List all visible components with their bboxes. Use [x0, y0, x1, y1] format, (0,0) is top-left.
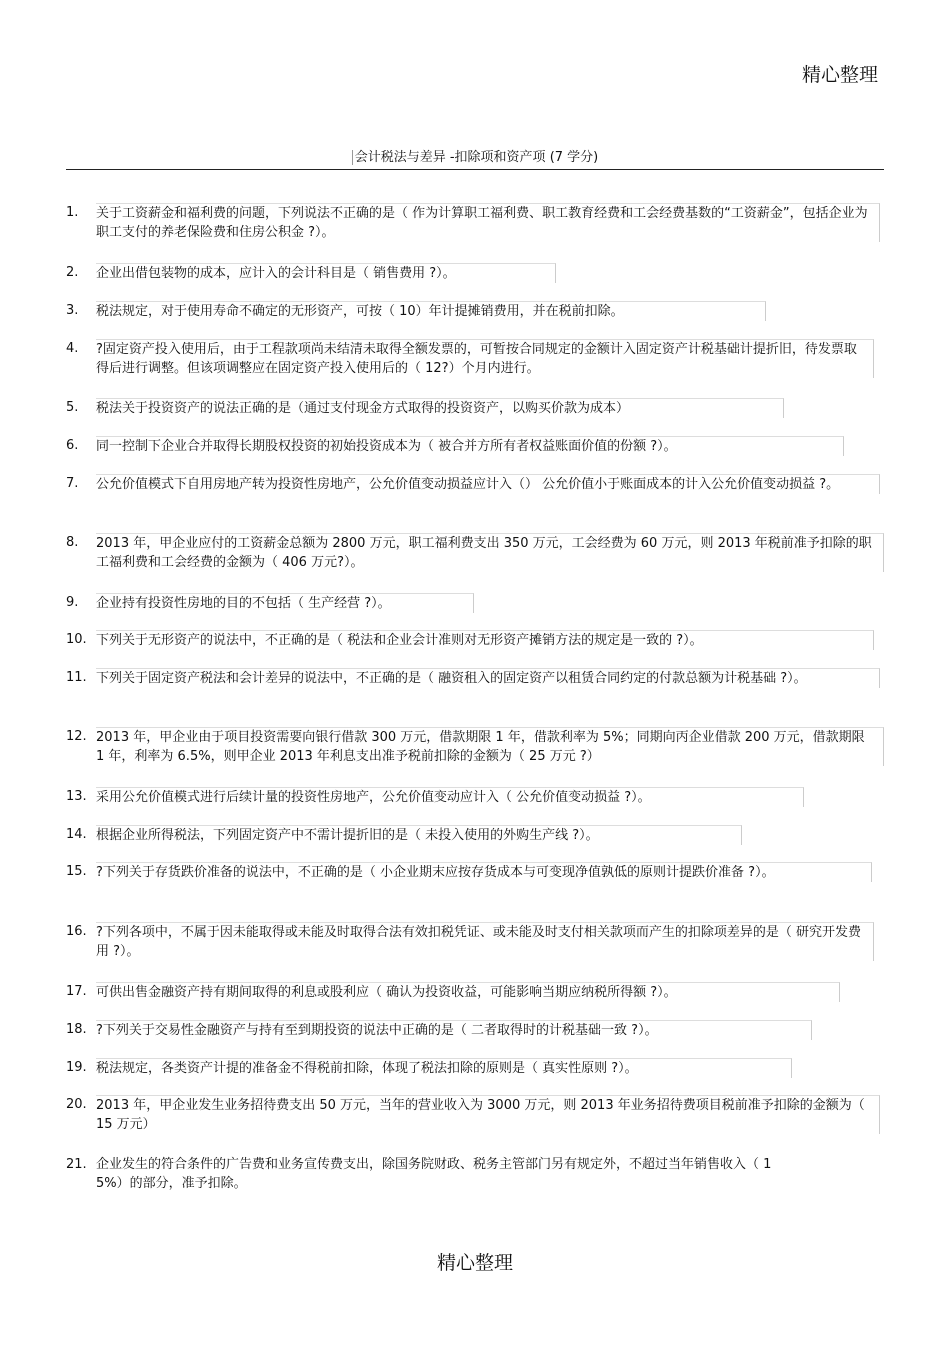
question-number: 12.: [66, 729, 87, 744]
question-number: 14.: [66, 827, 87, 842]
question-number: 2.: [66, 265, 79, 280]
question-number: 11.: [66, 670, 87, 685]
question-text: 同一控制下企业合并取得长期股权投资的初始投资成本为（ 被合并方所有者权益账面价值的份额 ?）。: [96, 436, 844, 456]
question-text: 下列关于固定资产税法和会计差异的说法中，不正确的是（ 融资租入的固定资产以租赁合同约定的付款总额为计税基础 ?）。: [96, 668, 880, 688]
page-title-text: 会计税法与差异 -扣除项和资产项 (7 学分): [352, 150, 599, 165]
question-text: ?下列各项中，不属于因未能取得或未能及时取得合法有效扣税凭证、或未能及时支付相关款项而产生的扣除项差异的是（ 研究开发费用 ?）。: [96, 922, 874, 961]
question-number: 19.: [66, 1060, 87, 1075]
question-text: 企业出借包装物的成本，应计入的会计科目是（ 销售费用 ?）。: [96, 263, 556, 283]
question-text: ?固定资产投入使用后，由于工程款项尚未结清未取得全额发票的，可暂按合同规定的金额计入固定资产计税基础计提折旧，待发票取得后进行调整。但该项调整应在固定资产投入使用后的（ 12?）个月内进行。: [96, 339, 874, 378]
question-text: 关于工资薪金和福利费的问题，下列说法不正确的是（ 作为计算职工福利费、职工教育经费和工会经费基数的“工资薪金”，包括企业为职工支付的养老保险费和住房公积金 ?）。: [96, 203, 880, 242]
question-number: 8.: [66, 535, 79, 550]
question-text: 采用公允价值模式进行后续计量的投资性房地产，公允价值变动应计入（ 公允价值变动损益 ?）。: [96, 787, 804, 807]
question-number: 6.: [66, 438, 79, 453]
question-text: 企业持有投资性房地的目的不包括（ 生产经营 ?）。: [96, 593, 474, 613]
question-number: 20.: [66, 1097, 87, 1112]
footer-tag: 精心整理: [436, 1252, 513, 1274]
question-text: 下列关于无形资产的说法中，不正确的是（ 税法和企业会计准则对无形资产摊销方法的规定是一致的 ?）。: [96, 630, 874, 650]
question-number: 21.: [66, 1157, 87, 1172]
question-number: 17.: [66, 984, 87, 999]
question-number: 18.: [66, 1022, 87, 1037]
question-number: 5.: [66, 400, 79, 415]
question-text: 可供出售金融资产持有期间取得的利息或股利应（ 确认为投资收益，可能影响当期应纳税所得额 ?）。: [96, 982, 840, 1002]
question-number: 9.: [66, 595, 79, 610]
question-number: 7.: [66, 476, 79, 491]
question-number: 4.: [66, 341, 79, 356]
question-number: 16.: [66, 924, 87, 939]
question-number: 10.: [66, 632, 87, 647]
question-number: 13.: [66, 789, 87, 804]
question-text: ?下列关于交易性金融资产与持有至到期投资的说法中正确的是（ 二者取得时的计税基础一致 ?）。: [96, 1020, 812, 1040]
question-text: 税法规定，各类资产计提的准备金不得税前扣除，体现了税法扣除的原则是（ 真实性原则 ?）。: [96, 1058, 792, 1078]
question-text: ?下列关于存货跌价准备的说法中，不正确的是（ 小企业期末应按存货成本与可变现净值孰低的原则计提跌价准备 ?）。: [96, 862, 872, 882]
page-title: [66, 146, 884, 170]
question-text: 公允价值模式下自用房地产转为投资性房地产，公允价值变动损益应计入（） 公允价值小于账面成本的计入公允价值变动损益 ?。: [96, 474, 880, 494]
question-text: 2013 年，甲企业发生业务招待费支出 50 万元，当年的营业收入为 3000 万元，则 2013 年业务招待费项目税前准予扣除的金额为（ 15 万元）: [96, 1095, 880, 1134]
header-tag: 精心整理: [801, 64, 878, 86]
question-number: 15.: [66, 864, 87, 879]
question-text: 2013 年，甲企业由于项目投资需要向银行借款 300 万元，借款期限 1 年，借款利率为 5%；同期向丙企业借款 200 万元，借款期限 1 年，利率为 6.5%，则甲企业 2013 年利息支出准予税前扣除的金额为（ 25 万元 ?）: [96, 727, 884, 766]
question-text: 税法关于投资资产的说法正确的是（通过支付现金方式取得的投资资产，以购买价款为成本）: [96, 398, 784, 418]
question-number: 1.: [66, 205, 79, 220]
question-text: 税法规定，对于使用寿命不确定的无形资产，可按（ 10）年计提摊销费用，并在税前扣除。: [96, 301, 766, 321]
question-number: 3.: [66, 303, 79, 318]
question-text: 2013 年，甲企业应付的工资薪金总额为 2800 万元，职工福利费支出 350 万元，工会经费为 60 万元，则 2013 年税前准予扣除的职工福利费和工会经费的金额为（ 406 万元?）。: [96, 533, 884, 572]
question-text: 企业发生的符合条件的广告费和业务宣传费支出，除国务院财政、税务主管部门另有规定外，不超过当年销售收入（ 15%）的部分，准予扣除。: [96, 1157, 772, 1191]
question-text: 根据企业所得税法，下列固定资产中不需计提折旧的是（ 未投入使用的外购生产线 ?）。: [96, 825, 742, 845]
